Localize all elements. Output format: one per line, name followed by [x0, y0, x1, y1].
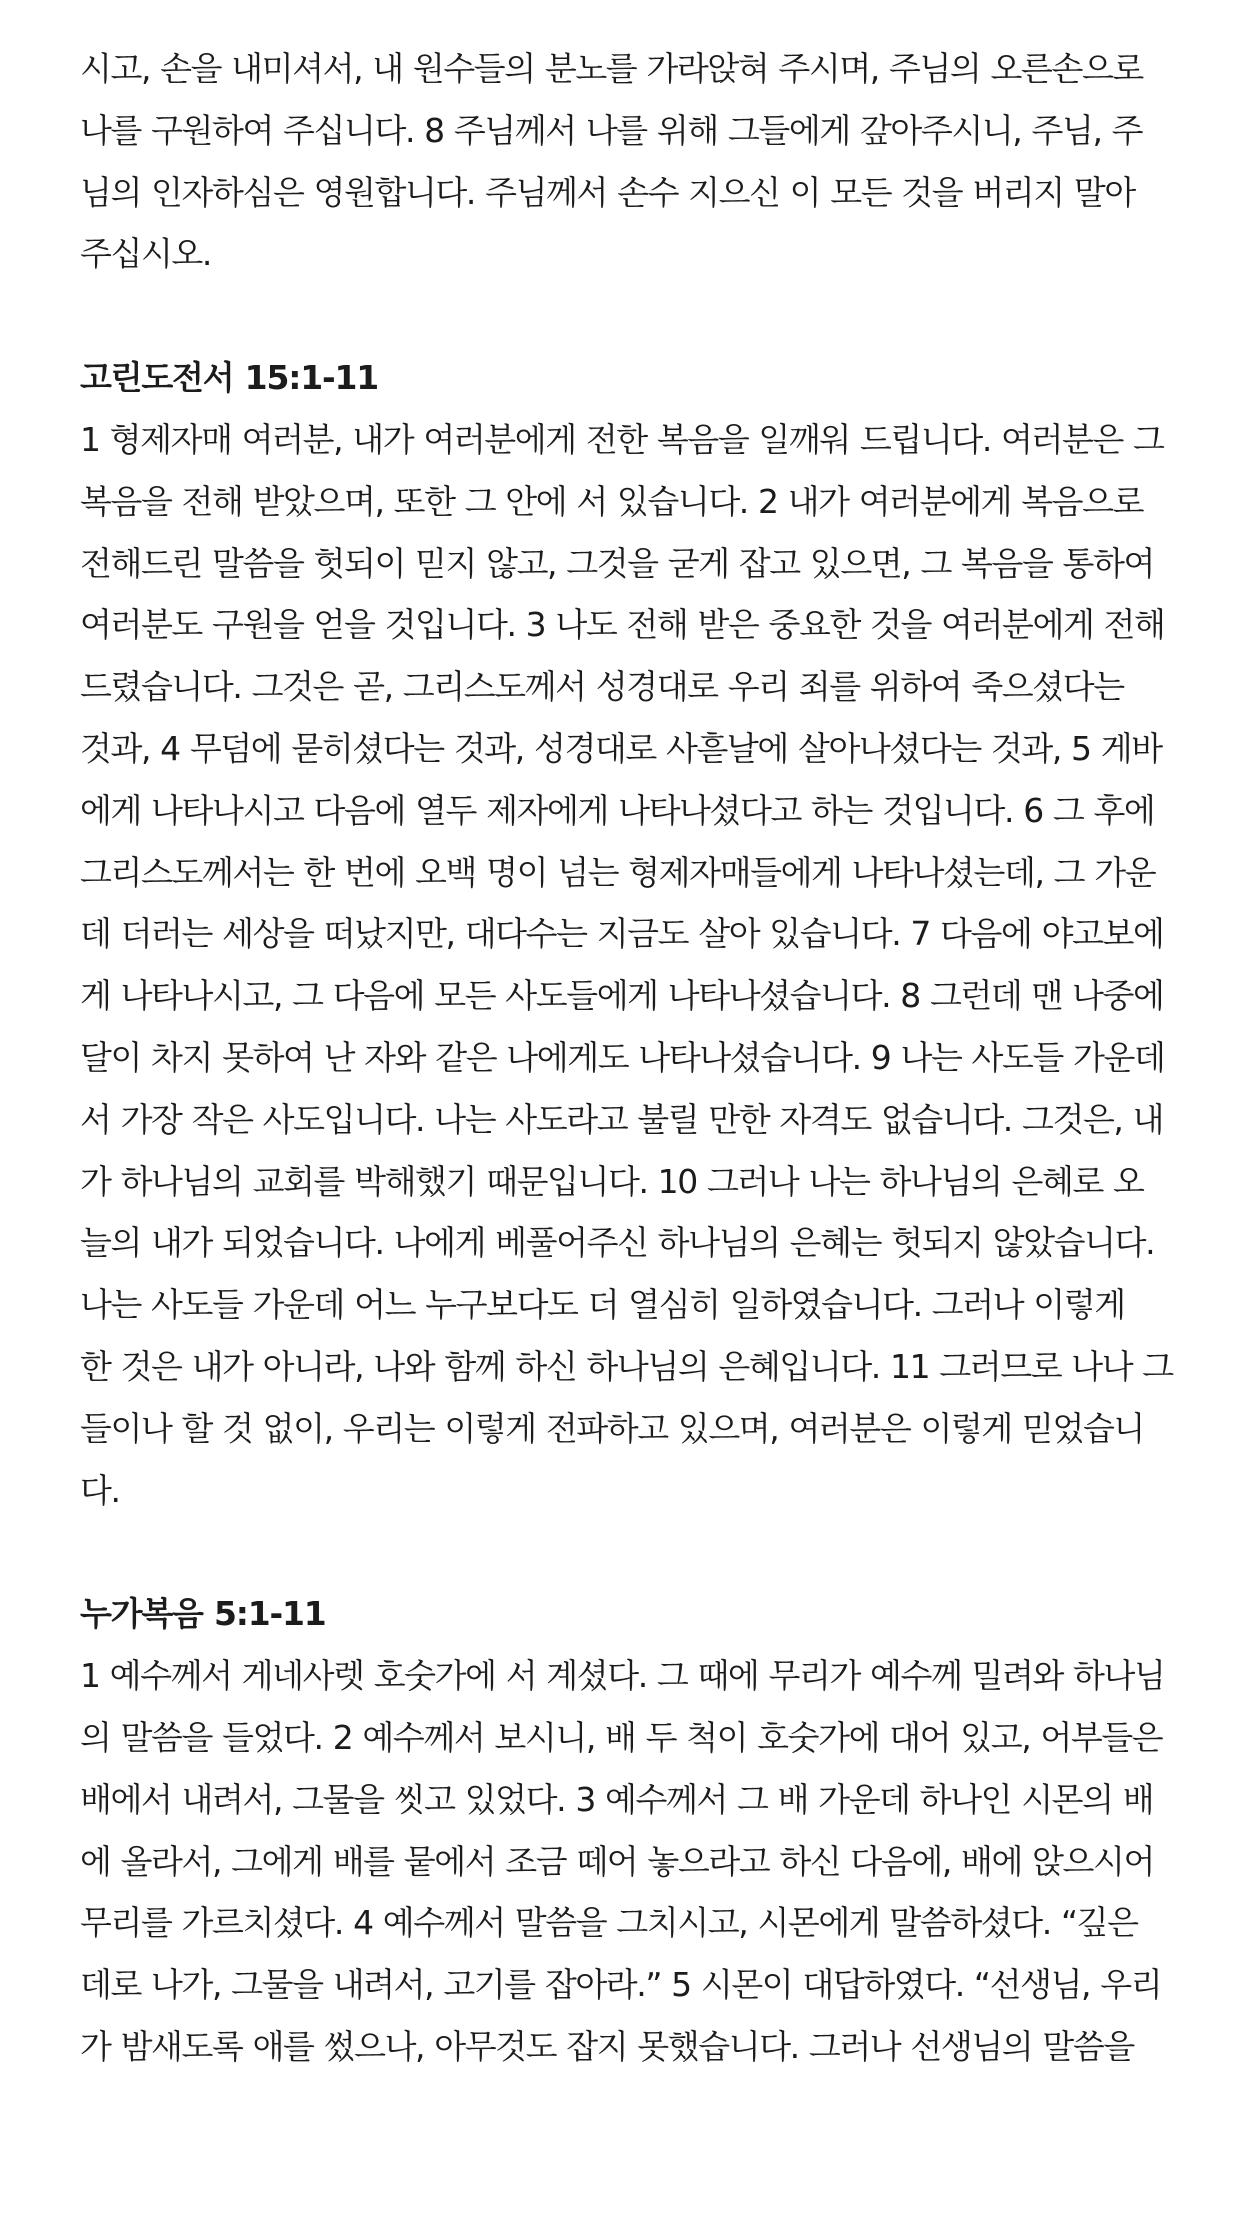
section-text-luke: 1 예수께서 게네사렛 호숫가에 서 계셨다. 그 때에 무리가 예수께 밀려와 하나님 의 말씀을 들었다. 2 예수께서 보시니, 배 두 척이 호숫가에 대어 있고, 어부들은 배에서 내려서, 그물을 씻고 있었다. 3 예수께서 그 배 가운데 하나인 시몬의 배 에 올라서, 그에게 배를 뭍에서 조금 떼어 놓으라고 하신 다음에, 배에 앉으시어 무리를 가르치셨다. 4 예수께서 말씀을 그치시고, 시몬에게 말씀하셨다. “깊은 데로 나가, 그물을 내려서, 고기를 잡아라.” 5 시몬이 대답하였다. “선생님, 우리 가 밤새도록 애를 썼으나, 아무것도 잡지 못했습니다. 그러나 선생님의 말씀을	[80, 1656, 1165, 2066]
section-text-1corinthians: 1 형제자매 여러분, 내가 여러분에게 전한 복음을 일깨워 드립니다. 여러분은 그 복음을 전해 받았으며, 또한 그 안에 서 있습니다. 2 내가 여러분에게 복음으로 전해드린 말씀을 헛되이 믿지 않고, 그것을 굳게 잡고 있으면, 그 복음을 통하여 여러분도 구원을 얻을 것입니다. 3 나도 전해 받은 중요한 것을 여러분에게 전해 드렸습니다. 그것은 곧, 그리스도께서 성경대로 우리 죄를 위하여 죽으셨다는 것과, 4 무덤에 묻히셨다는 것과, 성경대로 사흗날에 살아나셨다는 것과, 5 게바 에게 나타나시고 다음에 열두 제자에게 나타나셨다고 하는 것입니다. 6 그 후에 그리스도께서는 한 번에 오백 명이 넘는 형제자매들에게 나타나셨는데, 그 가운 데 더러는 세상을 떠났지만, 대다수는 지금도 살아 있습니다. 7 다음에 야고보에 게 나타나시고, 그 다음에 모든 사도들에게 나타나셨습니다. 8 그런데 맨 나중에 달이 차지 못하여 난 자와 같은 나에게도 나타나셨습니다. 9 나는 사도들 가운데 서 가장 작은 사도입니다. 나는 사도라고 불릴 만한 자격도 없습니다. 그것은, 내 가 하나님의 교회를 박해했기 때문입니다. 10 그러나 나는 하나님의 은혜로 오 늘의 내가 되었습니다. 나에게 베풀어주신 하나님의 은혜는 헛되지 않았습니다. 나는 사도들 가운데 어느 누구보다도 더 열심히 일하였습니다. 그러나 이렇게 한 것은 내가 아니라, 나와 함께 하신 하나님의 은혜입니다. 11 그러므로 나나 그 들이나 할 것 없이, 우리는 이렇게 전파하고 있으며, 여러분은 이렇게 믿었습니 다.	[80, 419, 1173, 1510]
section-title-1corinthians: 고린도전서 15:1-11	[80, 358, 378, 398]
scripture-page	[80, 38, 1176, 2078]
section-spacer	[80, 285, 1176, 347]
intro-paragraph: 시고, 손을 내미셔서, 내 원수들의 분노를 가라앉혀 주시며, 주님의 오른손으로 나를 구원하여 주십니다. 8 주님께서 나를 위해 그들에게 갚아주시니, 주님, 주 님의 인자하심은 영원합니다. 주님께서 손수 지으신 이 모든 것을 버리지 말아 주십시오.	[80, 49, 1143, 274]
section-title-luke: 누가복음 5:1-11	[80, 1594, 326, 1634]
section-spacer	[80, 1521, 1176, 1583]
